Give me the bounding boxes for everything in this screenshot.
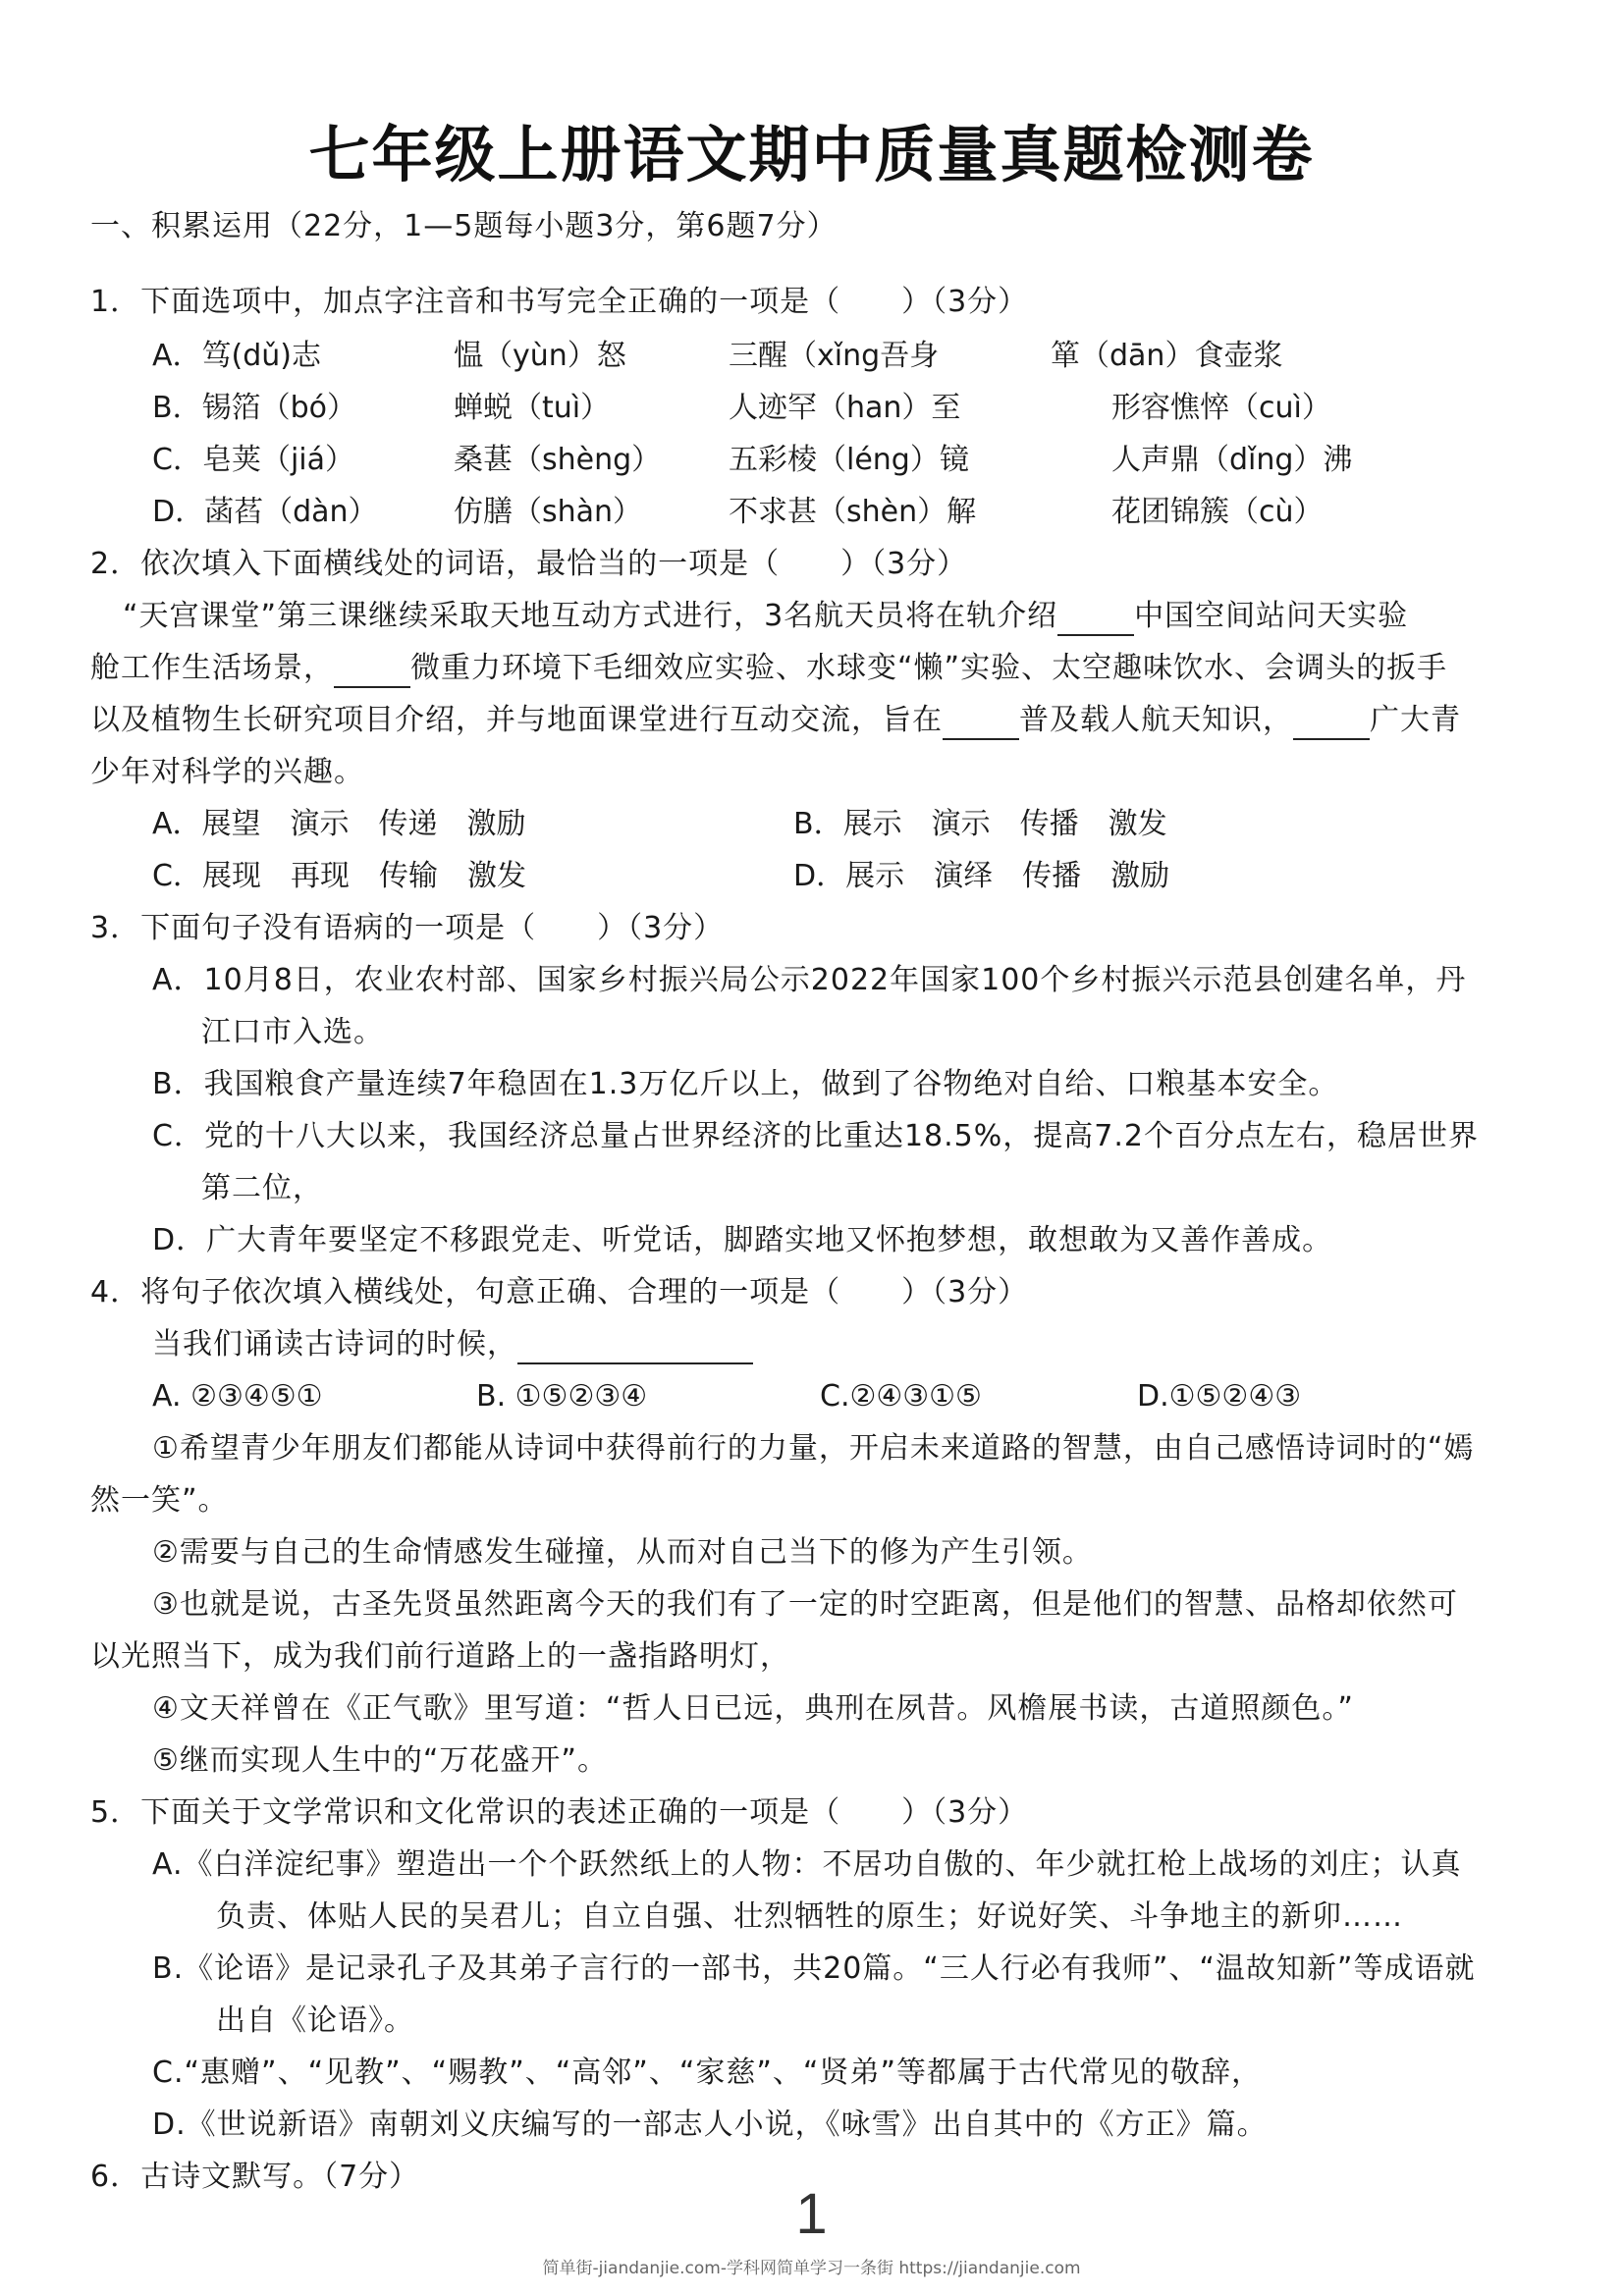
q1-option-a3: 三醒（xǐng吾身 (729, 339, 940, 373)
q2-option-d: D．展示 演绎 传播 激励 (793, 859, 1170, 893)
q2-passage-line-4: 少年对科学的兴趣。 (90, 755, 364, 789)
q1-option-a4: 箪（dān）食壶浆 (1051, 339, 1283, 373)
passage-text: 广大青 (1370, 703, 1461, 737)
q4-sentence-1-cont: 然一笑”。 (90, 1483, 229, 1518)
q2-option-a: A．展望 演示 传递 激励 (152, 807, 526, 841)
q5-option-b-cont: 出自《论语》。 (216, 2003, 414, 2038)
q3-option-c-cont: 第二位， (201, 1171, 323, 1205)
question-4-stem: 4．将句子依次填入横线处，句意正确、合理的一项是（ ）（3分） (90, 1275, 1029, 1309)
q3-option-c: C．党的十八大以来，我国经济总量占世界经济的比重达18.5%，提高7.2个百分点左右，稳居世界 (152, 1119, 1479, 1153)
q4-sentence-3-cont: 以光照当下，成为我们前行道路上的一盏指路明灯， (90, 1639, 790, 1674)
q1-option-c3: 五彩棱（léng）镜 (729, 443, 969, 477)
footer-watermark: 简单街-jiandanjie.com-学科网简单学习一条街 https://jiandanjie.com (542, 2259, 1081, 2278)
question-2-stem: 2．依次填入下面横线处的词语，最恰当的一项是（ ）（3分） (90, 547, 968, 581)
question-6-stem: 6．古诗文默写。（7分） (90, 2160, 420, 2194)
lead-text: 当我们诵读古诗词的时候， (152, 1327, 517, 1362)
q5-option-c: C.“惠赠”、“见教”、“赐教”、“高邻”、“家慈”、“贤弟”等都属于古代常见的敬辞， (152, 2056, 1262, 2090)
q3-option-a: A．10月8日，农业农村部、国家乡村振兴局公示2022年国家100个乡村振兴示范县创建名单，丹 (152, 963, 1467, 997)
q2-passage-line-1 (123, 597, 1408, 636)
answer-blank (517, 1335, 753, 1364)
q1-option-c4: 人声鼎（dǐng）沸 (1111, 443, 1353, 477)
q1-option-b1: B．锡箔（bó） (152, 391, 356, 425)
q1-option-c2: 桑葚（shèng） (454, 443, 662, 477)
passage-text: 中国空间站问天实验 (1134, 599, 1409, 633)
answer-blank (334, 659, 410, 688)
q2-option-b: B．展示 演示 传播 激发 (793, 807, 1167, 841)
passage-text: 微重力环境下毛细效应实验、水球变“懒”实验、太空趣味饮水、会调头的扳手 (410, 651, 1448, 685)
page-number: 1 (795, 2182, 828, 2246)
q4-sentence-1: ①希望青少年朋友们都能从诗词中获得前行的力量，开启未来道路的智慧，由自己感悟诗词时的“嫣 (152, 1431, 1475, 1466)
q4-option-c: C.②④③①⑤ (820, 1379, 982, 1414)
q5-option-a: A.《白洋淀纪事》塑造出一个个跃然纸上的人物：不居功自傲的、年少就扛枪上战场的刘庄；认真 (152, 1847, 1462, 1882)
q3-option-a-cont: 江口市入选。 (201, 1015, 384, 1049)
answer-blank (1293, 711, 1370, 740)
q4-sentence-3: ③也就是说，古圣先贤虽然距离今天的我们有了一定的时空距离，但是他们的智慧、品格却依然可 (152, 1587, 1458, 1622)
q1-option-d4: 花团锦簇（cù） (1111, 495, 1324, 529)
question-1-stem: 1．下面选项中，加点字注音和书写完全正确的一项是（ ）（3分） (90, 285, 1029, 319)
passage-text: 普及载人航天知识， (1019, 703, 1293, 737)
q2-passage-line-3 (90, 701, 1461, 740)
q1-option-b3: 人迹罕（han）至 (729, 391, 961, 425)
q1-option-d2: 仿膳（shàn） (454, 495, 643, 529)
q3-option-d: D．广大青年要坚定不移跟党走、听党话，脚踏实地又怀抱梦想，敢想敢为又善作善成。 (152, 1223, 1333, 1257)
question-5-stem: 5．下面关于文学常识和文化常识的表述正确的一项是（ ）（3分） (90, 1795, 1029, 1830)
q4-option-d: D.①⑤②④③ (1137, 1379, 1302, 1414)
q2-option-c: C．展现 再现 传输 激发 (152, 859, 526, 893)
q2-passage-line-2 (90, 649, 1447, 688)
q5-option-a-cont: 负责、体贴人民的吴君儿；自立自强、壮烈牺牲的原生；好说好笑、斗争地主的新卯…… (216, 1899, 1403, 1934)
section-heading: 一、积累运用（22分，1—5题每小题3分，第6题7分） (90, 209, 838, 243)
q4-sentence-5: ⑤继而实现人生中的“万花盛开”。 (152, 1743, 608, 1778)
passage-text: 以及植物生长研究项目介绍，并与地面课堂进行互动交流，旨在 (90, 703, 943, 737)
q4-option-a: A. ②③④⑤① (152, 1379, 323, 1414)
passage-text: 舱工作生活场景， (90, 651, 334, 685)
q1-option-c1: C．皂荚（jiá） (152, 443, 355, 477)
q1-option-a2: 愠（yùn）怒 (454, 339, 626, 373)
q5-option-b: B.《论语》是记录孔子及其弟子言行的一部书，共20篇。“三人行必有我师”、“温故知新”等成语就 (152, 1951, 1476, 1986)
q3-option-b: B．我国粮食产量连续7年稳固在1.3万亿斤以上，做到了谷物绝对自给、口粮基本安全。 (152, 1067, 1339, 1101)
q1-option-b2: 蝉蜕（tuì） (454, 391, 611, 425)
q5-option-d: D.《世说新语》南朝刘义庆编写的一部志人小说，《咏雪》出自其中的《方正》篇。 (152, 2108, 1268, 2142)
q4-sentence-4: ④文天祥曾在《正气歌》里写道：“哲人日已远，典刑在夙昔。风檐展书读，古道照颜色。” (152, 1691, 1354, 1726)
q1-option-d1: D．菡萏（dàn） (152, 495, 378, 529)
q4-lead (152, 1325, 753, 1364)
question-3-stem: 3．下面句子没有语病的一项是（ ）（3分） (90, 911, 725, 945)
q4-option-b: B. ①⑤②③④ (476, 1379, 648, 1414)
q1-option-a1: A．笃(dǔ)志 (152, 339, 321, 373)
page-title: 七年级上册语文期中质量真题检测卷 (308, 119, 1315, 190)
passage-text: “天宫课堂”第三课继续采取天地互动方式进行，3名航天员将在轨介绍 (123, 599, 1058, 633)
q1-option-d3: 不求甚（shèn）解 (729, 495, 977, 529)
q1-option-b4: 形容憔悴（cuì） (1111, 391, 1331, 425)
answer-blank (943, 711, 1019, 740)
answer-blank (1057, 607, 1134, 636)
q4-sentence-2: ②需要与自己的生命情感发生碰撞，从而对自己当下的修为产生引领。 (152, 1535, 1093, 1570)
